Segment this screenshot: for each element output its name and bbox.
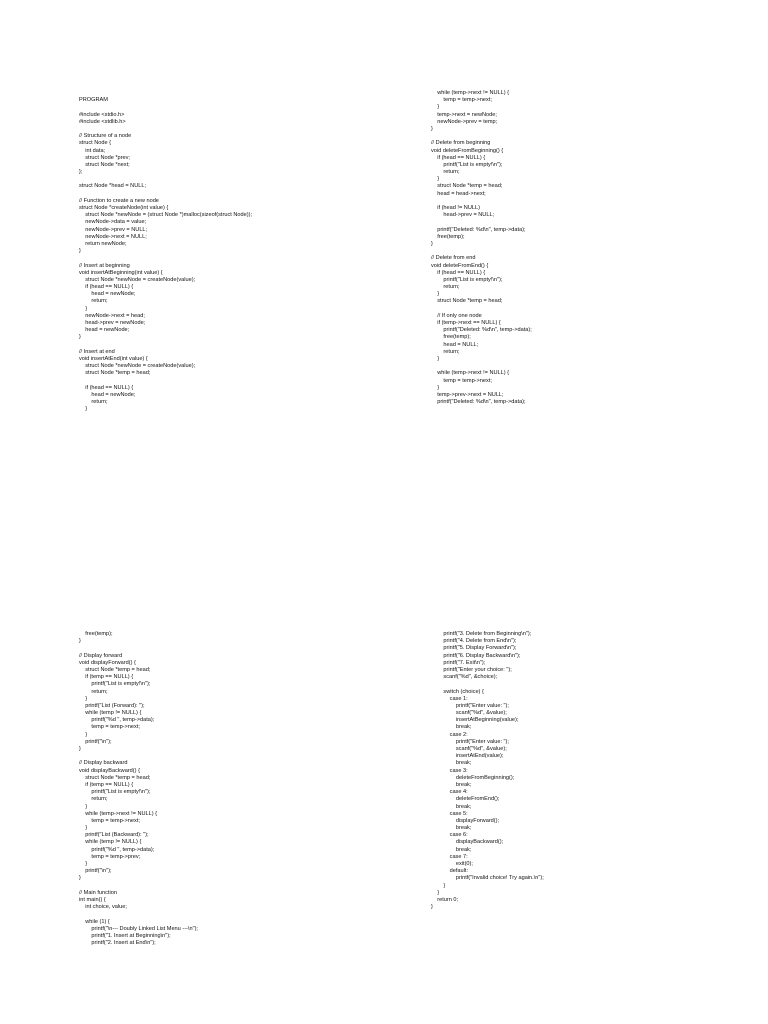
code-line: head->prev = newNode;: [79, 320, 146, 326]
code-line: if (head == NULL) {: [79, 284, 134, 291]
code-line: [79, 645, 198, 652]
code-line: [79, 255, 252, 262]
code-column-2: [431, 90, 532, 406]
code-line: return;: [431, 284, 460, 291]
code-line: while (temp != NULL) {: [79, 710, 142, 717]
code-line: printf("6. Display Backward\n");: [431, 652, 521, 659]
code-line: head = newNode;: [79, 327, 130, 334]
code-line: temp->next = newNode;: [431, 111, 497, 118]
code-line: void deleteFromBeginning() {: [431, 147, 504, 154]
code-line: deleteFromEnd();: [431, 796, 500, 803]
code-line: printf("Invalid choice! Try again.\n");: [431, 875, 544, 882]
code-line: printf("4. Delete from End\n");: [431, 638, 517, 645]
code-line: }: [79, 695, 88, 702]
code-line: struct Node {: [79, 140, 112, 147]
code-line: head = newNode;: [79, 391, 136, 398]
code-line: case 3:: [431, 767, 468, 774]
code-line: struct Node *prev;: [79, 154, 130, 161]
code-line: return newNode;: [79, 240, 127, 247]
code-line: while (temp->next != NULL) {: [431, 370, 510, 377]
code-line: return;: [431, 348, 460, 355]
code-line: return;: [431, 169, 460, 176]
code-line: if (temp == NULL) {: [79, 781, 134, 788]
code-line: insertAtBeginning(value);: [431, 717, 519, 724]
code-line: [79, 191, 252, 198]
code-line: return;: [79, 688, 108, 695]
code-line: printf("\n");: [79, 738, 112, 745]
code-line: }: [79, 803, 88, 810]
code-line: [431, 248, 532, 255]
code-line: return;: [79, 298, 108, 305]
code-line: default:: [431, 868, 468, 875]
code-line: switch (choice) {: [431, 688, 484, 695]
code-line: temp = temp->next;: [431, 377, 492, 384]
code-line: [79, 378, 252, 385]
code-line: }: [431, 240, 433, 247]
code-line: [79, 176, 252, 183]
code-line: void displayBackward() {: [79, 767, 140, 774]
code-line: [431, 306, 532, 313]
code-line: // Delete from end: [431, 255, 476, 262]
code-line: case 6:: [431, 832, 468, 839]
code-line: printf("List (Backward): ");: [79, 832, 149, 839]
code-line: }: [431, 904, 433, 911]
code-line: return;: [79, 399, 108, 406]
code-line: newNode->next = head;: [79, 312, 145, 319]
code-line: // Delete from beginning: [431, 140, 491, 147]
code-line: while (temp != NULL) {: [79, 839, 142, 846]
code-line: if (head == NULL) {: [431, 269, 486, 276]
code-line: newNode->prev = temp;: [431, 118, 498, 125]
code-line: printf("List is empty!\n");: [79, 681, 151, 688]
code-line: }: [79, 305, 88, 312]
code-line: case 2:: [431, 731, 468, 738]
code-line: int choice, value;: [79, 904, 127, 911]
code-line: printf("Enter value: ");: [431, 702, 509, 709]
code-line: temp->prev->next = NULL;: [431, 391, 504, 398]
code-line: }: [431, 291, 440, 298]
code-line: while (temp->next != NULL) {: [79, 810, 158, 817]
code-line: [79, 126, 252, 133]
code-line: scanf("%d", &choice);: [431, 674, 498, 681]
code-line: break;: [431, 846, 472, 853]
code-column-1: [79, 90, 252, 413]
code-line: head = newNode;: [79, 291, 136, 298]
code-line: }: [79, 825, 88, 832]
code-line: printf("List (Forward): ");: [79, 702, 145, 709]
code-line: case 7:: [431, 853, 468, 860]
code-line: [79, 104, 252, 111]
code-line: printf("7. Exit\n");: [431, 659, 486, 666]
code-line: }: [79, 875, 81, 882]
code-line: temp = temp->next;: [79, 724, 140, 731]
code-line: deleteFromBeginning();: [431, 774, 515, 781]
code-line: free(temp);: [79, 631, 113, 637]
code-line: #include <stdlib.h>: [79, 118, 126, 125]
code-line: head->prev = NULL;: [431, 212, 495, 219]
code-line: break;: [431, 760, 472, 767]
code-line: }: [431, 104, 440, 111]
code-line: printf("\n--- Doubly Linked List Menu ---\n");: [79, 925, 198, 932]
code-line: case 1:: [431, 695, 468, 702]
code-line: printf("List is empty!\n");: [431, 276, 503, 283]
code-line: displayForward();: [431, 817, 500, 824]
code-line: newNode->prev = NULL;: [79, 226, 148, 233]
code-line: int main() {: [79, 896, 106, 903]
code-line: printf("List is empty!\n");: [431, 161, 503, 168]
code-line: }: [79, 334, 81, 341]
code-line: printf("1. Insert at Beginning\n");: [79, 932, 171, 939]
code-line: [431, 219, 532, 226]
code-line: break;: [431, 781, 472, 788]
code-line: // Structure of a node: [79, 133, 132, 140]
code-line: break;: [431, 803, 472, 810]
code-line: // Display backward: [79, 760, 128, 767]
code-line: if (head == NULL) {: [79, 384, 134, 391]
code-line: free(temp);: [431, 334, 471, 341]
code-line: [79, 90, 252, 97]
code-line: scanf("%d", &value);: [431, 710, 507, 717]
code-line: temp = temp->next;: [79, 817, 140, 824]
code-line: [79, 883, 198, 890]
code-line: // Display forward: [79, 652, 123, 659]
code-line: head = head->next;: [431, 190, 486, 197]
code-line: struct Node *newNode = createNode(value);: [79, 363, 196, 370]
code-line: struct Node *temp = head;: [79, 666, 151, 673]
code-line: struct Node *createNode(int value) {: [79, 205, 169, 211]
code-line: printf("Enter your choice: ");: [431, 666, 512, 673]
code-line: [431, 198, 532, 205]
code-line: void deleteFromEnd() {: [431, 262, 489, 269]
code-line: return 0;: [431, 896, 459, 903]
code-line: printf("Enter value: ");: [431, 738, 509, 745]
code-line: return;: [79, 796, 108, 803]
code-line: printf("3. Delete from Beginning\n");: [431, 631, 532, 637]
code-line: }: [431, 125, 433, 132]
code-line: if (temp->next == NULL) {: [431, 320, 501, 326]
code-line: [79, 753, 198, 760]
code-line: displayBackward();: [431, 839, 504, 846]
code-line: // Insert at beginning: [79, 262, 130, 269]
code-line: struct Node *newNode = createNode(value);: [79, 276, 196, 283]
code-line: head = NULL;: [431, 341, 479, 348]
code-line: if (temp == NULL) {: [79, 674, 134, 681]
code-line: printf("List is empty!\n");: [79, 789, 151, 796]
code-line: }: [431, 355, 440, 362]
code-line: // Function to create a new node: [79, 197, 159, 204]
code-line: if (head != NULL): [431, 205, 480, 211]
code-line: printf("2. Insert at End\n");: [79, 940, 156, 947]
code-line: break;: [431, 724, 472, 731]
code-line: if (head == NULL) {: [431, 154, 486, 161]
code-line: struct Node *newNode = (struct Node *)malloc(sizeof(struct Node));: [79, 212, 253, 219]
code-line: }: [79, 746, 81, 752]
code-line: }: [79, 638, 81, 645]
code-line: newNode->data = value;: [79, 219, 147, 226]
code-line: scanf("%d", &value);: [431, 746, 507, 752]
code-line: struct Node *temp = head;: [431, 298, 503, 305]
code-line: }: [79, 248, 81, 255]
code-line: free(temp);: [431, 233, 465, 240]
code-line: }: [79, 731, 88, 738]
code-line: struct Node *temp = head;: [79, 774, 151, 781]
code-line: // Main function: [79, 889, 117, 896]
code-line: }: [431, 889, 440, 896]
code-line: [79, 911, 198, 918]
code-line: }: [431, 176, 440, 183]
code-line: struct Node *temp = head;: [431, 183, 503, 190]
code-line: [431, 363, 532, 370]
code-line: #include <stdio.h>: [79, 111, 125, 118]
code-line: void insertAtBeginning(int value) {: [79, 269, 163, 276]
code-line: [431, 681, 544, 688]
code-line: [79, 342, 252, 349]
code-line: printf("\n");: [79, 868, 112, 875]
code-line: newNode->next = NULL;: [79, 233, 147, 240]
code-line: printf("%d ", temp->data);: [79, 846, 155, 853]
code-line: insertAtEnd(value);: [431, 753, 504, 760]
code-line: exit(0);: [431, 861, 473, 867]
code-line: }: [431, 882, 446, 889]
code-line: [431, 133, 532, 140]
code-line: printf("Deleted: %d\n", temp->data);: [431, 327, 532, 334]
code-line: printf("Deleted: %d\n", temp->data);: [431, 226, 526, 233]
code-line: temp = temp->next;: [431, 97, 492, 104]
code-line: temp = temp->prev;: [79, 853, 141, 860]
code-line: };: [79, 169, 83, 176]
code-line: PROGRAM: [79, 97, 108, 104]
code-line: // If only one node: [431, 312, 482, 319]
code-line: void insertAtEnd(int value) {: [79, 355, 148, 362]
code-line: break;: [431, 825, 472, 832]
code-line: printf("Deleted: %d\n", temp->data);: [431, 399, 526, 406]
code-line: while (temp->next != NULL) {: [431, 90, 510, 96]
code-line: }: [431, 384, 440, 391]
code-line: // Insert at end: [79, 348, 115, 355]
code-line: printf("%d ", temp->data);: [79, 717, 155, 724]
code-line: struct Node *head = NULL;: [79, 183, 147, 190]
code-line: void displayForward() {: [79, 659, 136, 666]
code-column-3: [79, 631, 198, 947]
code-line: case 5:: [431, 810, 468, 817]
code-line: while (1) {: [79, 918, 110, 925]
code-line: }: [79, 406, 88, 413]
code-line: struct Node *temp = head;: [79, 370, 151, 377]
code-line: printf("5. Display Forward\n");: [431, 645, 517, 652]
code-column-4: [431, 631, 544, 911]
code-line: int data;: [79, 147, 106, 154]
code-line: case 4:: [431, 789, 468, 796]
code-line: struct Node *next;: [79, 161, 130, 168]
code-line: }: [79, 861, 88, 867]
